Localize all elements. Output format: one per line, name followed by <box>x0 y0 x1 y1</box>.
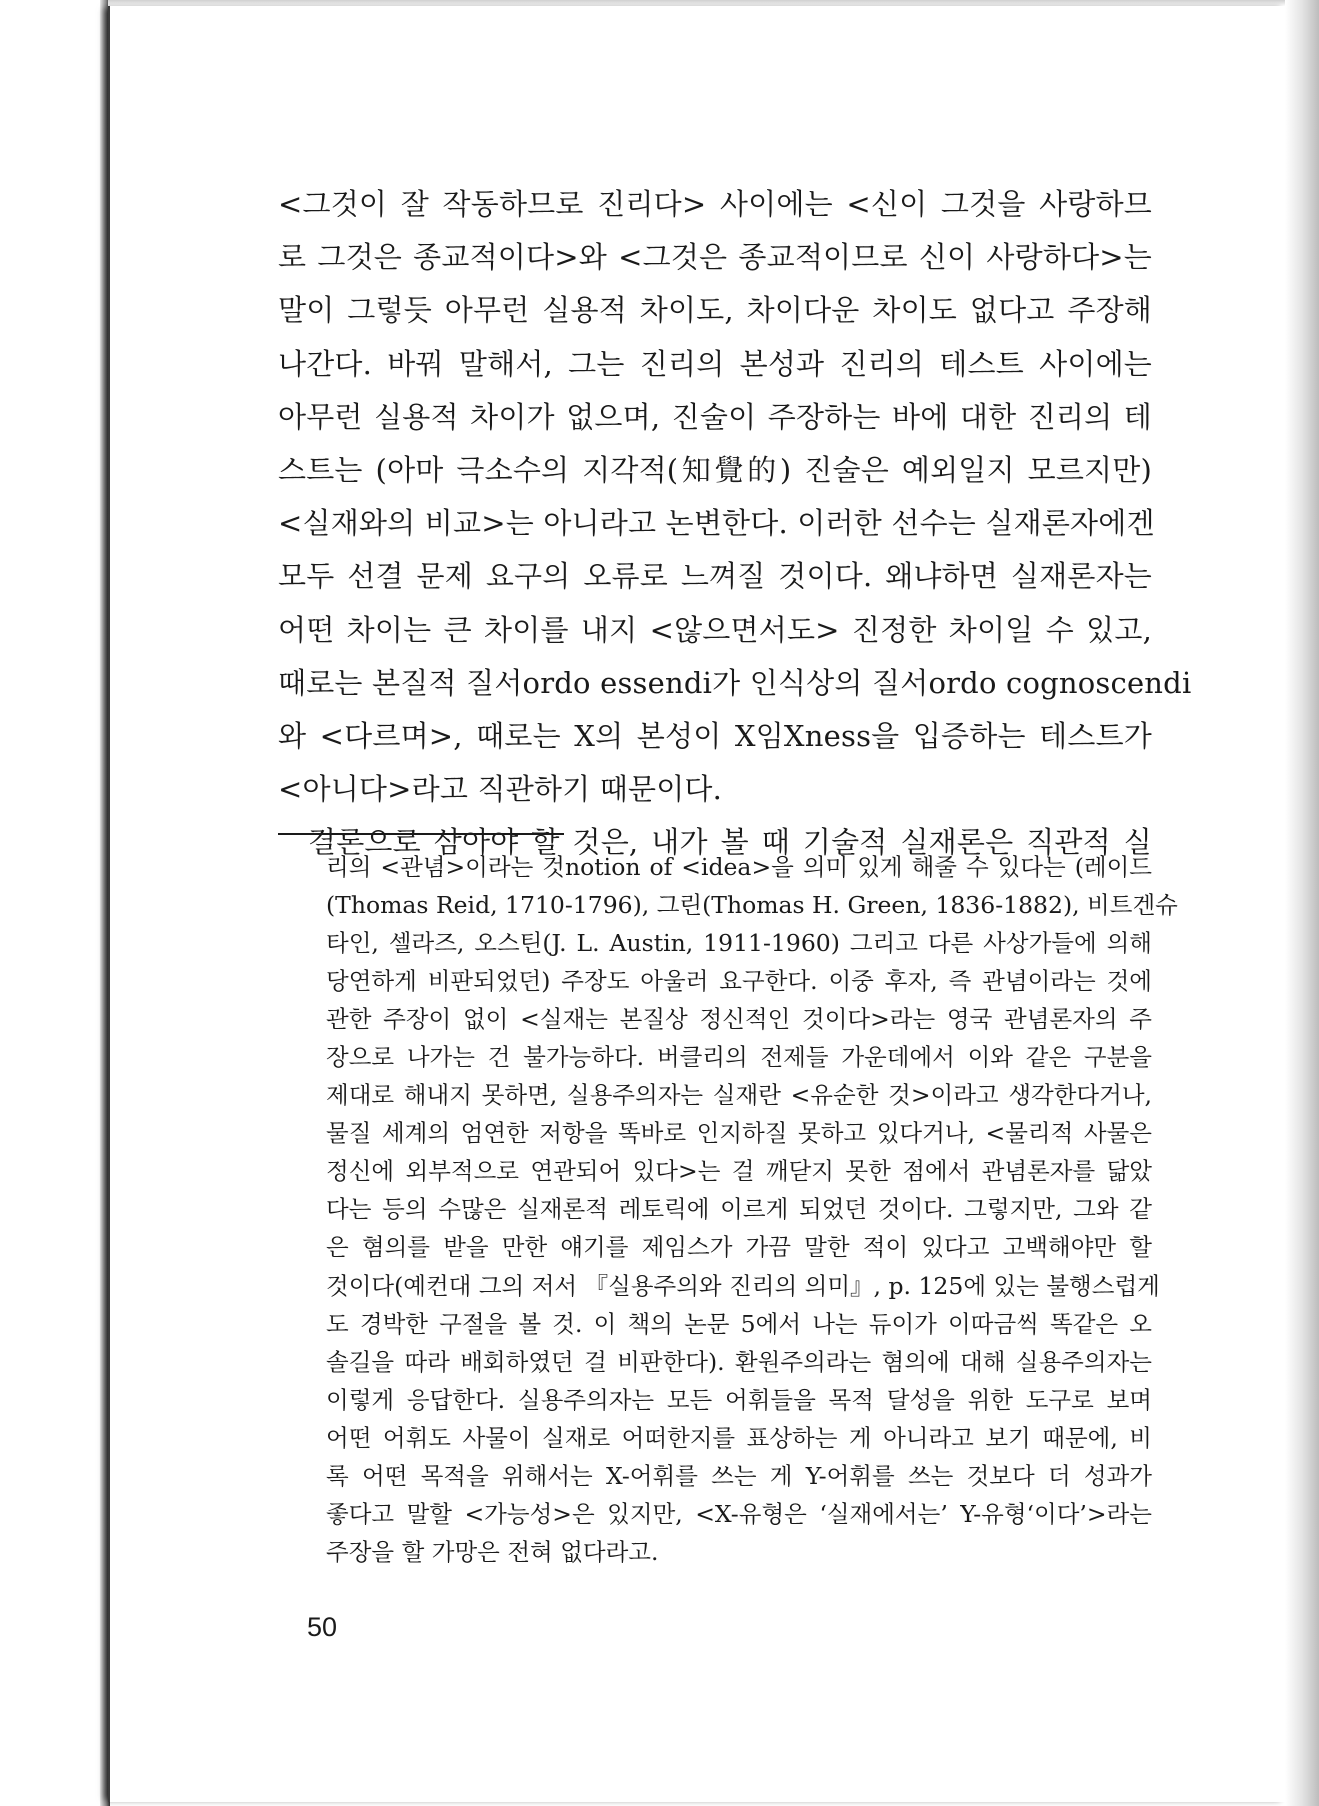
footnote-line: 다는 등의 수많은 실재론적 레토릭에 이르게 되었던 것이다. 그렇지만, 그와 같 <box>326 1195 1152 1224</box>
main-line: <그것이 잘 작동하므로 진리다> 사이에는 <신이 그것을 사랑하므 <box>278 187 1152 221</box>
main-line: <아니다>라고 직관하기 때문이다. <box>278 772 723 807</box>
footnote-line: 것이다(예컨대 그의 저서 『실용주의와 진리의 의미』, p. 125에 있는 불행스럽게 <box>326 1271 1160 1300</box>
footnote-line: 솔길을 따라 배회하였던 걸 비판한다). 환원주의라는 혐의에 대해 실용주의자는 <box>326 1347 1152 1376</box>
main-line: 아무런 실용적 차이가 없으며, 진술이 주장하는 바에 대한 진리의 테 <box>278 399 1152 434</box>
main-line: 스트는 (아마 극소수의 지각적(知覺的) 진술은 예외일지 모르지만) <box>278 453 1152 488</box>
footnote-line: 록 어떤 목적을 위해서는 X-어휘를 쓰는 게 Y-어휘를 쓰는 것보다 더 성과가 <box>326 1461 1152 1490</box>
footnote-line: 정신에 외부적으로 연관되어 있다>는 걸 깨닫지 못한 점에서 관념론자를 닮았 <box>326 1157 1152 1186</box>
footnote-line: 리의 <관념>이라는 것notion of <idea>을 의미 있게 해줄 수 있다는 (레이드 <box>326 853 1152 881</box>
page-right-edge-shadow <box>1285 0 1319 1806</box>
footnote-line: 타인, 셀라즈, 오스틴(J. L. Austin, 1911-1960) 그리고 다른 사상가들에 의해 <box>326 929 1152 958</box>
main-line: 로 그것은 종교적이다>와 <그것은 종교적이므로 신이 사랑하다>는 <box>278 240 1152 275</box>
footnote <box>326 848 1178 1571</box>
footnote-line: 장으로 나가는 건 불가능하다. 버클리의 전제들 가운데에서 이와 같은 구분을 <box>326 1043 1152 1072</box>
main-line-new-paragraph: 결론으로 삼아야 할 것은, 내가 볼 때 기술적 실재론은 직관적 실 <box>308 825 1152 860</box>
main-line: 말이 그렇듯 아무런 실용적 차이도, 차이다운 차이도 없다고 주장해 <box>278 293 1152 328</box>
footnote-line: 은 혐의를 받을 만한 얘기를 제임스가 가끔 말한 적이 있다고 고백해야만 할 <box>326 1233 1152 1262</box>
main-line: 모두 선결 문제 요구의 오류로 느껴질 것이다. 왜냐하면 실재론자는 <box>278 559 1152 594</box>
footnote-line: 관한 주장이 없이 <실재는 본질상 정신적인 것이다>라는 영국 관념론자의 주 <box>326 1005 1152 1034</box>
footnote-line: 이렇게 응답한다. 실용주의자는 모든 어휘들을 목적 달성을 위한 도구로 보며 <box>326 1385 1152 1414</box>
footnote-line: 도 경박한 구절을 볼 것. 이 책의 논문 5에서 나는 듀이가 이따금씩 똑같은 오 <box>326 1309 1152 1338</box>
footnote-line: (Thomas Reid, 1710-1796), 그린(Thomas H. Green, 1836-1882), 비트겐슈 <box>326 891 1178 920</box>
main-line: 나간다. 바꿔 말해서, 그는 진리의 본성과 진리의 테스트 사이에는 <box>278 346 1152 381</box>
footnote-line: 당연하게 비판되었던) 주장도 아울러 요구한다. 이중 후자, 즉 관념이라는 것에 <box>326 967 1152 996</box>
main-line: 어떤 차이는 큰 차이를 내지 <않으면서도> 진정한 차이일 수 있고, <box>278 612 1152 647</box>
footnote-line: 어떤 어휘도 사물이 실재로 어떠한지를 표상하는 게 아니라고 보기 때문에, 비 <box>326 1423 1152 1452</box>
footnote-line: 물질 세계의 엄연한 저항을 똑바로 인지하질 못하고 있다거나, <물리적 사물은 <box>326 1119 1152 1148</box>
main-line: 때로는 본질적 질서ordo essendi가 인식상의 질서ordo cognoscendi <box>278 665 1192 700</box>
main-line: <실재와의 비교>는 아니라고 논변한다. 이러한 선수는 실재론자에겐 <box>278 506 1155 541</box>
footnote-line: 좋다고 말할 <가능성>은 있지만, <X-유형은 ‘실재에서는’ Y-유형‘이다’>라는 <box>326 1499 1152 1528</box>
footnote-separator-rule <box>278 833 564 835</box>
main-paragraph <box>278 178 1192 870</box>
footnote-line: 주장을 할 가망은 전혀 없다라고. <box>326 1537 659 1566</box>
footnote-line: 제대로 해내지 못하면, 실용주의자는 실재란 <유순한 것>이라고 생각한다거나, <box>326 1081 1152 1110</box>
page-number: 50 <box>307 1612 338 1642</box>
main-line: 와 <다르며>, 때로는 X의 본성이 X임Xness을 입증하는 테스트가 <box>278 719 1152 754</box>
